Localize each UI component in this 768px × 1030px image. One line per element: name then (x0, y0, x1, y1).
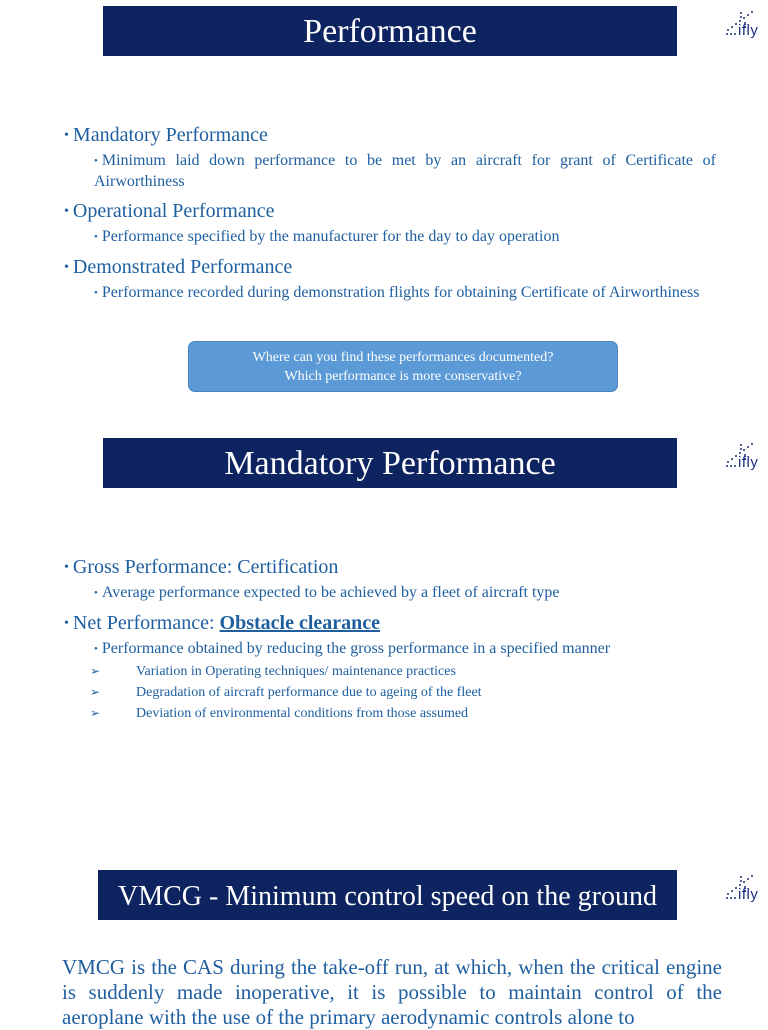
sub-bullet-net: • Performance obtained by reducing the gross performance in a specified manner (94, 640, 611, 657)
bullet-net: • Net Performance: Obstacle clearance (64, 612, 381, 634)
slide2-title-bar (103, 438, 677, 488)
sub-bullet-gross: • Average performance expected to be achieved by a fleet of aircraft type (94, 584, 560, 601)
sub-bullet-mandatory: • Minimum laid down performance to be met by an aircraft for grant of Certificate of Airworthiness (94, 152, 716, 190)
ifly-logo (724, 440, 768, 480)
vmcg-definition: VMCG is the CAS during the take-off run, at which, when the critical engine is suddenly made inoperative, it is possible to maintain control of the aeroplane with the use of the primary aerodynamic controls alone to (62, 955, 722, 1029)
slide3-title-bar (98, 870, 677, 920)
slide1-title: Performance (303, 13, 477, 50)
logo-text: ifly (738, 454, 759, 471)
slide3-title: VMCG - Minimum control speed on the ground (118, 881, 657, 912)
obstacle-clearance-link[interactable]: Obstacle clearance (219, 612, 381, 634)
ifly-logo (724, 872, 768, 912)
slide1-title-bar (103, 6, 677, 56)
sub-bullet-demonstrated: • Performance recorded during demonstration flights for obtaining Certificate of Airworthiness (94, 284, 700, 301)
arrow-point-3: ➢ Deviation of environmental conditions from those assumed (90, 706, 469, 721)
bullet-operational: • Operational Performance (64, 200, 275, 222)
ifly-logo (724, 8, 768, 48)
arrow-point-2: ➢ Degradation of aircraft performance due to ageing of the fleet (90, 685, 482, 700)
callout-line-1: Where can you find these performances documented? (252, 350, 554, 365)
logo-text: ifly (738, 886, 759, 903)
sub-bullet-operational: • Performance specified by the manufacturer for the day to day operation (94, 228, 560, 245)
arrow-icon: ➢ (90, 706, 101, 720)
bullet-demonstrated: • Demonstrated Performance (64, 256, 293, 278)
logo-text: ifly (738, 22, 759, 39)
bullet-gross: • Gross Performance: Certification (64, 556, 339, 578)
callout-line-2: Which performance is more conservative? (284, 369, 522, 384)
question-callout (188, 341, 618, 392)
arrow-point-1: ➢ Variation in Operating techniques/ maintenance practices (90, 664, 456, 679)
bullet-mandatory: • Mandatory Performance (64, 124, 268, 146)
slide2-title: Mandatory Performance (224, 445, 556, 482)
arrow-icon: ➢ (90, 664, 101, 678)
arrow-icon: ➢ (90, 685, 101, 699)
